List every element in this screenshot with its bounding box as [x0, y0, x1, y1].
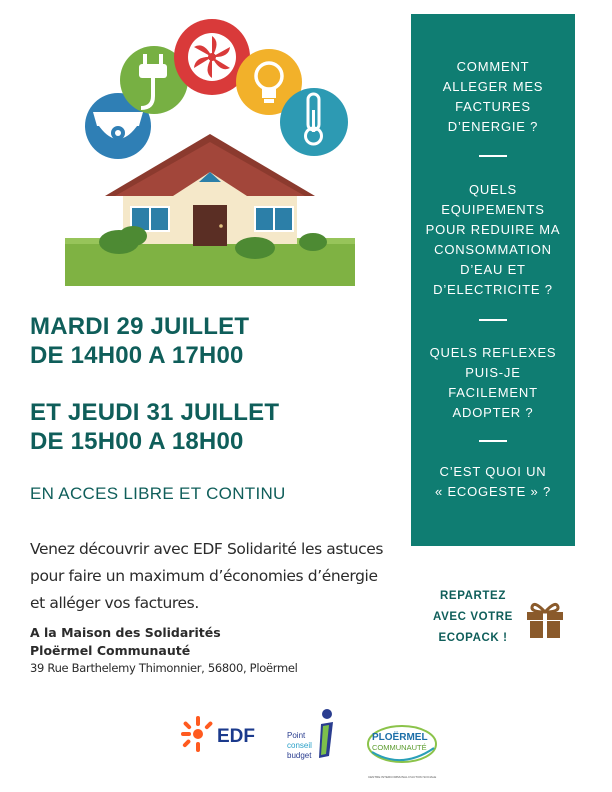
question-4-line: C’EST QUOI UN: [439, 464, 547, 479]
question-2-line: QUELS: [468, 182, 518, 197]
question-1-line: ALLEGER MES: [442, 79, 544, 94]
date-2-time: DE 15H00 A 18H00: [30, 428, 244, 455]
access-info: EN ACCES LIBRE ET CONTINU: [30, 484, 286, 503]
logo-text-budget: budget: [287, 751, 312, 760]
intro-line-1: Venez découvrir avec EDF Solidarité les astuces: [30, 540, 384, 558]
point-conseil-budget-logo: [283, 708, 343, 763]
question-1-line: FACTURES: [455, 99, 531, 114]
intro-line-3: et alléger vos factures.: [30, 594, 199, 612]
logo-text-ploermel: PLOËRMEL: [372, 732, 428, 743]
question-2-line: D’ELECTRICITE ?: [433, 282, 553, 297]
edf-logo: [180, 712, 260, 756]
gift-icon: [524, 598, 566, 640]
question-1-line: D’ENERGIE ?: [447, 119, 539, 134]
energy-house-illustration: [55, 10, 365, 295]
question-4-line: « ECOGESTE » ?: [435, 484, 551, 499]
question-2-line: EQUIPEMENTS: [441, 202, 545, 217]
intro-paragraph: [30, 536, 390, 617]
ecopack-text: [418, 586, 528, 649]
logo-text-communaute: COMMUNAUTÉ: [372, 743, 427, 752]
logo-text-ccas: CENTRE INTERCOMMUNAL D'ACTION SOCIALE: [368, 775, 437, 779]
question-1: [419, 57, 567, 137]
question-4: [419, 462, 567, 502]
date-1-day: MARDI 29 JUILLET: [30, 313, 250, 340]
address-venue: A la Maison des Solidarités: [30, 625, 221, 640]
address-organisation: Ploërmel Communauté: [30, 643, 191, 658]
question-3-line: PUIS-JE: [465, 365, 521, 380]
question-2-line: CONSOMMATION: [434, 242, 552, 257]
separator: [479, 155, 507, 157]
question-3-line: FACILEMENT: [448, 385, 538, 400]
date-2-day: ET JEUDI 31 JUILLET: [30, 399, 280, 426]
logo-text-point: Point: [287, 731, 306, 740]
ecopack-line: REPARTEZ: [440, 590, 506, 602]
date-1-time: DE 14H00 A 17H00: [30, 342, 244, 369]
question-2-line: D’EAU ET: [460, 262, 526, 277]
separator: [479, 319, 507, 321]
event-date-2: [30, 398, 279, 456]
intro-line-2: pour faire un maximum d’économies d’énergie: [30, 567, 378, 585]
address-street: 39 Rue Barthelemy Thimonnier, 56800, Ploërmel: [30, 661, 298, 675]
questions-panel: [411, 14, 575, 546]
thermometer-icon: [280, 88, 348, 156]
question-3-line: ADOPTER ?: [452, 405, 534, 420]
edf-logo-text: EDF: [217, 726, 255, 747]
question-1-line: COMMENT: [456, 59, 530, 74]
ecopack-line: AVEC VOTRE: [433, 611, 513, 623]
question-3: [419, 343, 567, 423]
separator: [479, 440, 507, 442]
ecopack-line: ECOPACK !: [438, 632, 508, 644]
question-3-line: QUELS REFLEXES: [429, 345, 557, 360]
ploermel-communaute-logo: [366, 718, 446, 782]
logo-text-conseil: conseil: [287, 741, 312, 750]
question-2: [419, 180, 567, 300]
event-date-1: [30, 312, 249, 370]
question-2-line: POUR REDUIRE MA: [425, 222, 561, 237]
